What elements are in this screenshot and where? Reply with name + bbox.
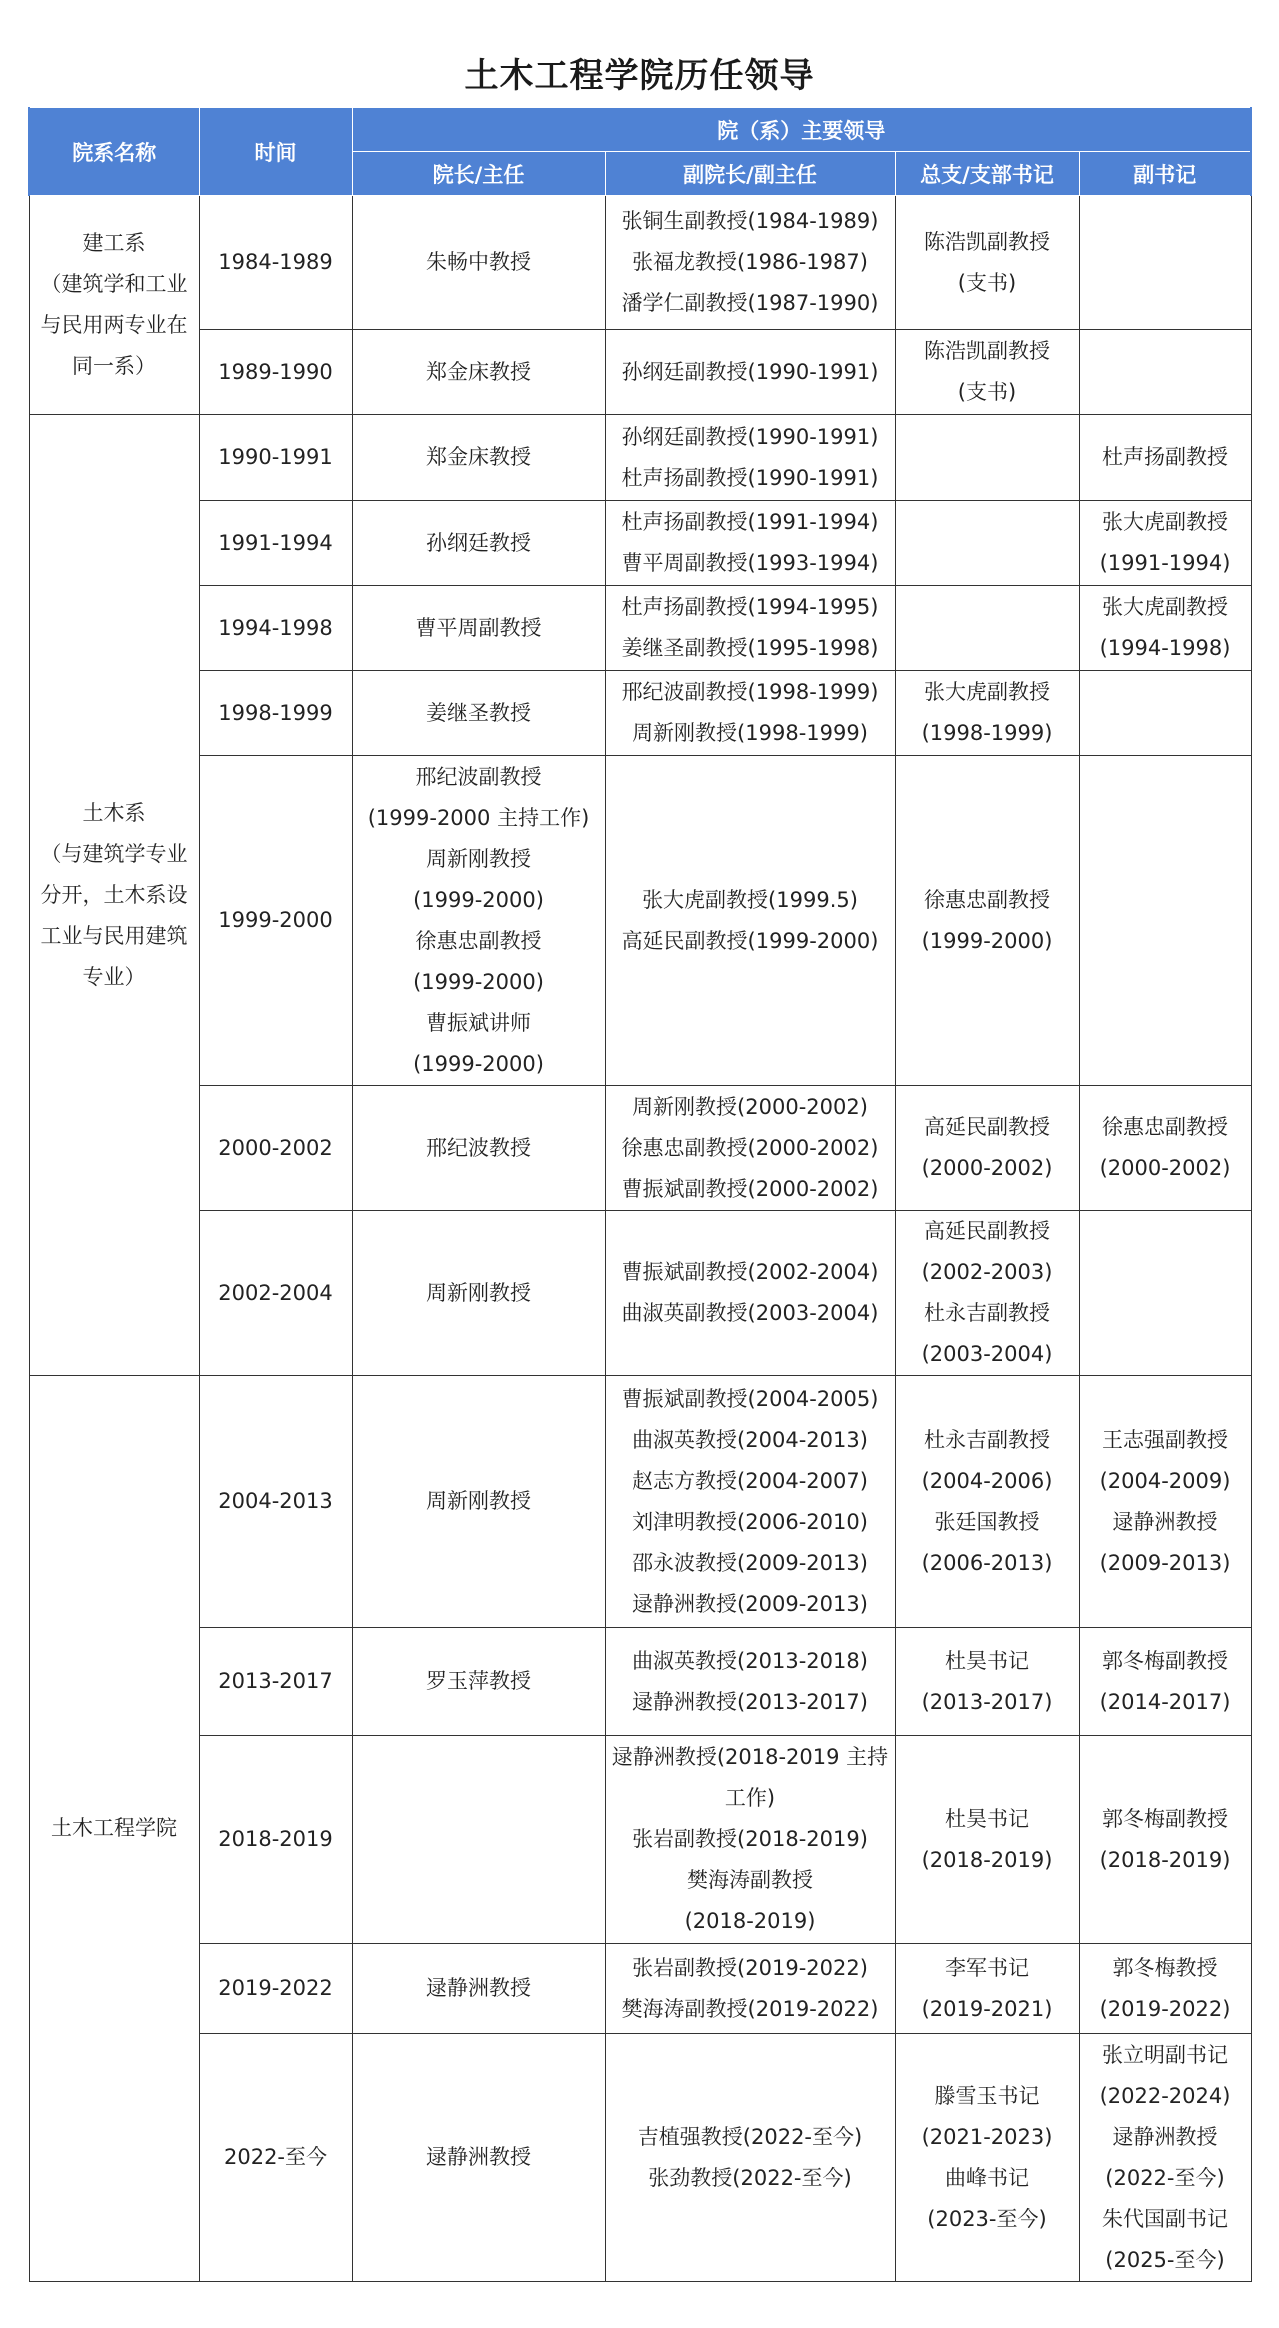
dean-cell: 郑金床教授 [352, 415, 605, 501]
dean-cell: 逯静洲教授 [352, 1944, 605, 2034]
vice-secretary-cell: 郭冬梅副教授 (2014-2017) [1079, 1628, 1251, 1736]
dean-cell: 周新刚教授 [352, 1376, 605, 1628]
vice-dean-cell: 杜声扬副教授(1994-1995) 姜继圣副教授(1995-1998) [605, 586, 895, 671]
table-row [29, 1211, 1251, 1376]
vice-secretary-cell [1079, 756, 1251, 1086]
time-cell: 1999-2000 [199, 756, 352, 1086]
time-cell: 2004-2013 [199, 1376, 352, 1628]
vice-secretary-cell: 徐惠忠副教授 (2000-2002) [1079, 1086, 1251, 1211]
secretary-cell [895, 586, 1079, 671]
dean-cell: 罗玉萍教授 [352, 1628, 605, 1736]
vice-dean-cell: 孙纲廷副教授(1990-1991) 杜声扬副教授(1990-1991) [605, 415, 895, 501]
vice-secretary-cell: 张立明副书记 (2022-2024) 逯静洲教授 (2022-至今) 朱代国副书记 (2025-至今) [1079, 2034, 1251, 2282]
vice-dean-cell: 吉植强教授(2022-至今) 张劲教授(2022-至今) [605, 2034, 895, 2282]
dean-cell: 邢纪波副教授 (1999-2000 主持工作) 周新刚教授 (1999-2000) 徐惠忠副教授 (1999-2000) 曹振斌讲师 (1999-2000) [352, 756, 605, 1086]
time-cell: 1994-1998 [199, 586, 352, 671]
secretary-cell: 陈浩凯副教授 (支书) [895, 330, 1079, 415]
table-row [29, 501, 1251, 586]
table-row [29, 415, 1251, 501]
secretary-cell: 徐惠忠副教授 (1999-2000) [895, 756, 1079, 1086]
table-row [29, 756, 1251, 1086]
table-row [29, 1736, 1251, 1944]
secretary-cell: 李军书记 (2019-2021) [895, 1944, 1079, 2034]
secretary-cell: 高延民副教授 (2002-2003) 杜永吉副教授 (2003-2004) [895, 1211, 1079, 1376]
vice-secretary-cell: 张大虎副教授 (1994-1998) [1079, 586, 1251, 671]
secretary-cell: 滕雪玉书记 (2021-2023) 曲峰书记 (2023-至今) [895, 2034, 1079, 2282]
table-row [29, 671, 1251, 756]
secretary-cell [895, 501, 1079, 586]
vice-dean-cell: 张铜生副教授(1984-1989) 张福龙教授(1986-1987) 潘学仁副教授(1987-1990) [605, 196, 895, 330]
secretary-cell [895, 415, 1079, 501]
header-secretary: 总支/支部书记 [895, 152, 1079, 196]
table-row [29, 1628, 1251, 1736]
vice-dean-cell: 孙纲廷副教授(1990-1991) [605, 330, 895, 415]
dept-name-cell: 土木系 （与建筑学专业分开，土木系设工业与民用建筑专业） [29, 415, 199, 1376]
dean-cell [352, 1736, 605, 1944]
vice-secretary-cell [1079, 196, 1251, 330]
vice-dean-cell: 张大虎副教授(1999.5) 高延民副教授(1999-2000) [605, 756, 895, 1086]
vice-secretary-cell: 杜声扬副教授 [1079, 415, 1251, 501]
vice-secretary-cell [1079, 1211, 1251, 1376]
table-row [29, 586, 1251, 671]
time-cell: 1984-1989 [199, 196, 352, 330]
header-dean: 院长/主任 [352, 152, 605, 196]
time-cell: 2002-2004 [199, 1211, 352, 1376]
secretary-cell: 杜永吉副教授 (2004-2006) 张廷国教授 (2006-2013) [895, 1376, 1079, 1628]
table-row [29, 1376, 1251, 1628]
time-cell: 2022-至今 [199, 2034, 352, 2282]
time-cell: 1998-1999 [199, 671, 352, 756]
vice-dean-cell: 张岩副教授(2019-2022) 樊海涛副教授(2019-2022) [605, 1944, 895, 2034]
vice-dean-cell: 曹振斌副教授(2004-2005) 曲淑英教授(2004-2013) 赵志方教授(2004-2007) 刘津明教授(2006-2010) 邵永波教授(2009-2013) 逯静洲教授(2009-2013) [605, 1376, 895, 1628]
vice-dean-cell: 杜声扬副教授(1991-1994) 曹平周副教授(1993-1994) [605, 501, 895, 586]
dean-cell: 郑金床教授 [352, 330, 605, 415]
dean-cell: 朱畅中教授 [352, 196, 605, 330]
vice-dean-cell: 邢纪波副教授(1998-1999) 周新刚教授(1998-1999) [605, 671, 895, 756]
vice-secretary-cell: 张大虎副教授 (1991-1994) [1079, 501, 1251, 586]
table-row [29, 196, 1251, 330]
dean-cell: 姜继圣教授 [352, 671, 605, 756]
header-main-leaders: 院（系）主要领导 [352, 108, 1251, 152]
table-row [29, 2034, 1251, 2282]
header-vice-secretary: 副书记 [1079, 152, 1251, 196]
vice-secretary-cell: 郭冬梅副教授 (2018-2019) [1079, 1736, 1251, 1944]
time-cell: 1989-1990 [199, 330, 352, 415]
time-cell: 2018-2019 [199, 1736, 352, 1944]
page-title: 土木工程学院历任领导 [464, 56, 815, 96]
time-cell: 2019-2022 [199, 1944, 352, 2034]
vice-secretary-cell: 郭冬梅教授 (2019-2022) [1079, 1944, 1251, 2034]
vice-dean-cell: 曲淑英教授(2013-2018) 逯静洲教授(2013-2017) [605, 1628, 895, 1736]
vice-secretary-cell: 王志强副教授 (2004-2009) 逯静洲教授 (2009-2013) [1079, 1376, 1251, 1628]
leaders-table [28, 107, 1252, 2282]
secretary-cell: 杜昊书记 (2018-2019) [895, 1736, 1079, 1944]
dean-cell: 曹平周副教授 [352, 586, 605, 671]
dean-cell: 孙纲廷教授 [352, 501, 605, 586]
secretary-cell: 杜昊书记 (2013-2017) [895, 1628, 1079, 1736]
secretary-cell: 陈浩凯副教授 (支书) [895, 196, 1079, 330]
table-row [29, 1086, 1251, 1211]
secretary-cell: 张大虎副教授 (1998-1999) [895, 671, 1079, 756]
table-row [29, 330, 1251, 415]
vice-secretary-cell [1079, 330, 1251, 415]
time-cell: 1991-1994 [199, 501, 352, 586]
header-dept-name: 院系名称 [29, 108, 199, 196]
dept-name-cell: 土木工程学院 [29, 1376, 199, 2282]
dean-cell: 周新刚教授 [352, 1211, 605, 1376]
vice-secretary-cell [1079, 671, 1251, 756]
vice-dean-cell: 曹振斌副教授(2002-2004) 曲淑英副教授(2003-2004) [605, 1211, 895, 1376]
secretary-cell: 高延民副教授 (2000-2002) [895, 1086, 1079, 1211]
header-time: 时间 [199, 108, 352, 196]
dept-name-cell: 建工系 （建筑学和工业与民用两专业在同一系） [29, 196, 199, 415]
vice-dean-cell: 逯静洲教授(2018-2019 主持工作) 张岩副教授(2018-2019) 樊海涛副教授 (2018-2019) [605, 1736, 895, 1944]
time-cell: 1990-1991 [199, 415, 352, 501]
table-row [29, 1944, 1251, 2034]
dean-cell: 逯静洲教授 [352, 2034, 605, 2282]
time-cell: 2013-2017 [199, 1628, 352, 1736]
dean-cell: 邢纪波教授 [352, 1086, 605, 1211]
time-cell: 2000-2002 [199, 1086, 352, 1211]
vice-dean-cell: 周新刚教授(2000-2002) 徐惠忠副教授(2000-2002) 曹振斌副教授(2000-2002) [605, 1086, 895, 1211]
header-vice-dean: 副院长/副主任 [605, 152, 895, 196]
